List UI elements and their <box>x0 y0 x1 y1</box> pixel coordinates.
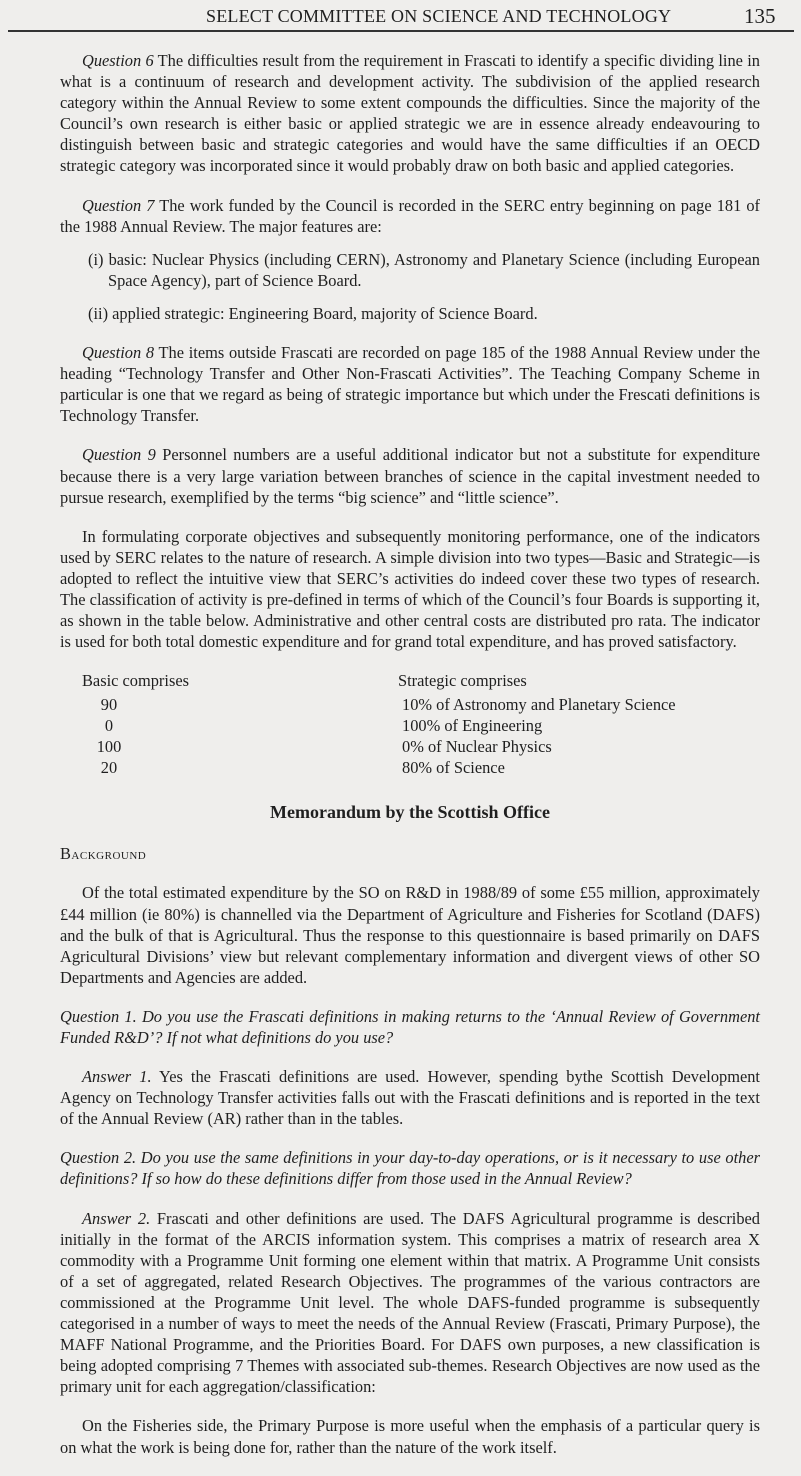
question-2: Question 2. Do you use the same definitions in your day-to-day operations, or is it necessary to use other definitions? If so how do these definitions differ from those used in the Annual Review? <box>60 1148 760 1189</box>
question-9-label: Question 9 <box>82 445 156 465</box>
running-title: SELECT COMMITTEE ON SCIENCE AND TECHNOLOGY <box>206 6 672 26</box>
header-rule <box>8 30 794 32</box>
question-8-paragraph <box>60 342 760 426</box>
basic-strategic-table <box>60 670 760 780</box>
answer-2-text: Frascati and other definitions are used. The DAFS Agricultural programme is described initially in the format of the ARCIS information system. This comprises a matrix of research area X commodity with a Programme Unit forming one element within that matrix. A Programme Unit consists of a set of aggregated, related Research Objectives. The programmes of the various contractors are commissioned at the Programme Unit level. The whole DAFS-funded programme is subsequently categorised in a number of ways to meet the needs of the Annual Review (Frascati, Primary Purpose), the MAFF National Programme, and the Priorities Board. For DAFS own purposes, a new classification is being adopted comprising 7 Themes with associated sub-themes. Research Objectives are now used as the primary unit for each aggregation/classification: <box>60 1208 760 1397</box>
question-9-paragraph <box>60 444 760 507</box>
answer-1-paragraph <box>60 1066 760 1129</box>
table-cell-basic: 20 <box>100 758 118 778</box>
table-cell-strategic: 80% of Science <box>402 758 505 778</box>
page-number: 135 <box>744 4 776 28</box>
table-cell-strategic: 10% of Astronomy and Planetary Science <box>402 695 676 715</box>
question-7-item-i: (i) basic: Nuclear Physics (including CERN), Astronomy and Planetary Science (including European Space Agency), part of Science Board. <box>88 249 760 290</box>
question-6-label: Question 6 <box>82 51 154 70</box>
background-heading: Background <box>60 844 147 864</box>
page-header <box>0 6 801 46</box>
question-8-text: The items outside Frascati are recorded on page 185 of the 1988 Annual Review under the heading “Technology Transfer and Other Non-Frascati Activities”. The Teaching Company Scheme in particular is one that we regard as being of strategic importance but which under the Frescati definitions is Technology Transfer. <box>60 343 760 426</box>
answer-1-text: Yes the Frascati definitions are used. However, spending bythe Scottish Development Agency on Technology Transfer activities falls out with the Frascati definitions and is reported in the text of the Annual Review (AR) rather than in the tables. <box>60 1067 760 1129</box>
table-cell-basic: 90 <box>100 695 118 715</box>
table-row <box>60 715 760 736</box>
question-7-text: The work funded by the Council is recorded in the SERC entry beginning on page 181 of the 1988 Annual Review. The major features are: <box>60 195 760 236</box>
fisheries-paragraph: On the Fisheries side, the Primary Purpose is more useful when the emphasis of a particular query is on what the work is being done for, rather than the nature of the work itself. <box>60 1416 760 1457</box>
table-cell-basic: 0 <box>104 716 114 736</box>
table-cell-basic: 100 <box>96 737 122 757</box>
question-9-text: Personnel numbers are a useful additional indicator but not a substitute for expenditure because there is a very large variation between branches of science in the capital investment needed to pursue research, exemplified by the terms “big science” and “little science”. <box>60 445 760 507</box>
question-7-paragraph <box>60 195 760 237</box>
corporate-objectives-paragraph: In formulating corporate objectives and subsequently monitoring performance, one of the indicators used by SERC relates to the nature of research. A simple division into two types—Basic and Strategic—is adopted to reflect the intuitive view that SERC’s activities do indeed cover these two types of research. The classification of activity is pre-defined in terms of which of the Council’s four Boards is supporting it, as shown in the table below. Administrative and other central costs are distributed pro rata. The indicator is used for both total domestic expenditure and for grand total expenditure, and has proved satisfactory. <box>60 526 760 652</box>
table-header-basic: Basic comprises <box>82 671 189 691</box>
answer-2-label: Answer 2. <box>82 1208 151 1228</box>
question-6-paragraph <box>60 50 760 177</box>
question-1: Question 1. Do you use the Frascati definitions in making returns to the ‘Annual Review of Government Funded R&D’? If not what definitions do you use? <box>60 1006 760 1047</box>
answer-2-paragraph <box>60 1208 760 1398</box>
background-paragraph: Of the total estimated expenditure by the SO on R&D in 1988/89 of some £55 million, approximately £44 million (ie 80%) is channelled via the Department of Agriculture and Fisheries for Scotland (DAFS) and the bulk of that is Agricultural. Thus the response to this questionnaire is based primarily on DAFS Agricultural Divisions’ view but relevant complementary information and divergent views of other SO Departments and Agencies are added. <box>60 883 760 987</box>
question-6-text: The difficulties result from the requirement in Frascati to identify a specific dividing line in what is a continuum of research and development activity. The subdivision of the applied research category within the Annual Review to some extent compounds the difficulties. Since the majority of the Council’s own research is either basic or applied strategic we are in essence already endeavouring to distinguish between basic and strategic categories and would have the same difficulties if an OECD strategic category was incorporated since it would probably draw on both basic and applied categories. <box>60 51 760 176</box>
answer-1-label: Answer 1. <box>82 1067 152 1087</box>
table-row <box>60 694 760 715</box>
memorandum-title: Memorandum by the Scottish Office <box>270 802 550 823</box>
question-8-label: Question 8 <box>82 343 155 363</box>
table-header-strategic: Strategic comprises <box>398 671 527 691</box>
table-row <box>60 736 760 757</box>
table-row <box>60 757 760 778</box>
table-cell-strategic: 0% of Nuclear Physics <box>402 737 552 757</box>
question-7-item-ii: (ii) applied strategic: Engineering Board, majority of Science Board. <box>88 303 538 323</box>
page-body <box>60 50 760 1476</box>
table-cell-strategic: 100% of Engineering <box>402 716 543 736</box>
question-7-label: Question 7 <box>82 195 155 215</box>
